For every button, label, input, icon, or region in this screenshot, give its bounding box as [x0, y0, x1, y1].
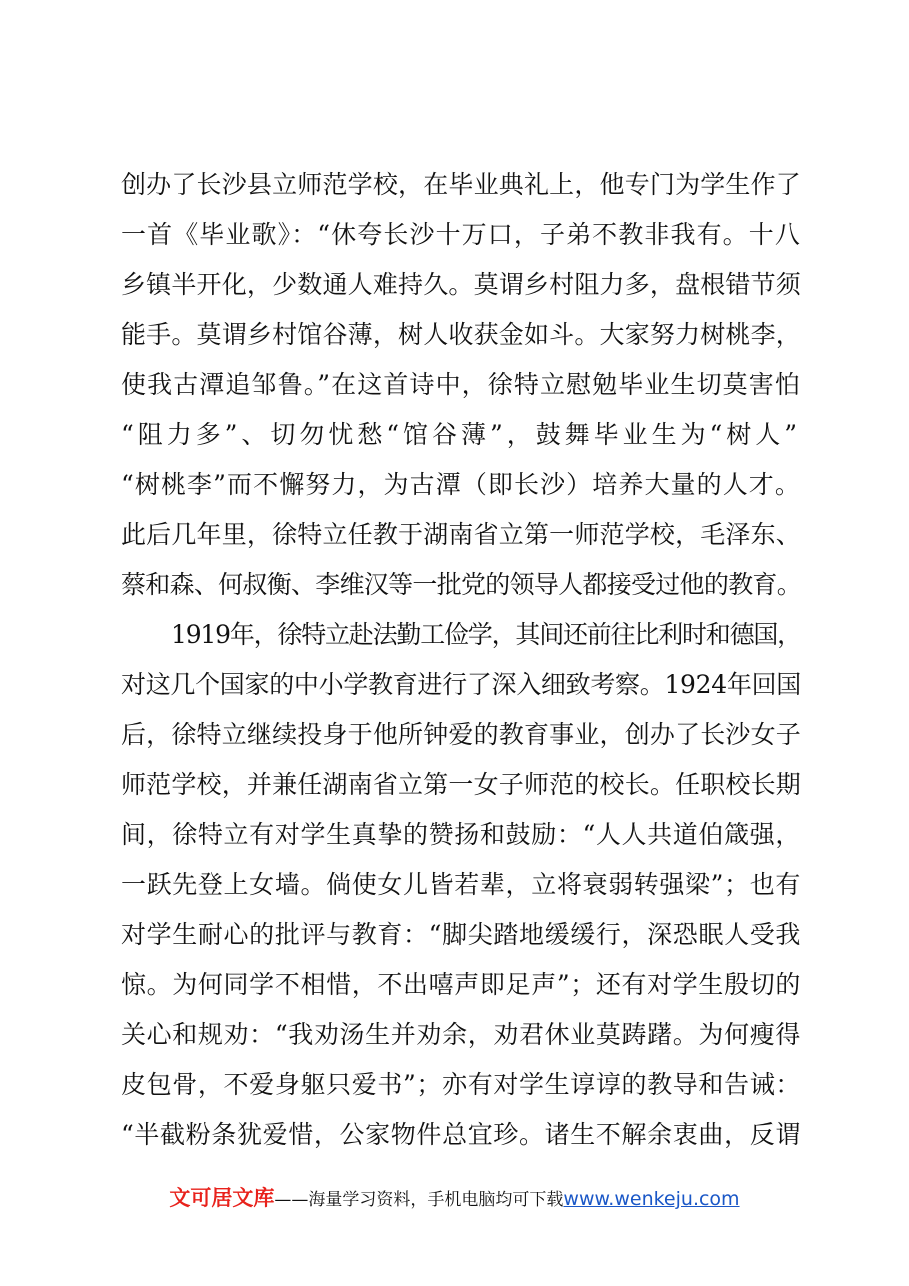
- text-line: 乡镇半开化，少数通人难持久。莫谓乡村阻力多，盘根错节须: [121, 270, 801, 299]
- text-line: 一首《毕业歌》：“休夸长沙十万口，子弟不教非我有。十八: [121, 220, 801, 249]
- text-line: 此后几年里，徐特立任教于湖南省立第一师范学校，毛泽东、: [121, 520, 801, 549]
- text-line: 对这几个国家的中小学教育进行了深入细致考察。1924年回国: [121, 670, 801, 699]
- text-line: 惊。为何同学不相惜，不出嘻声即足声”；还有对学生殷切的: [121, 970, 801, 999]
- text-line: “树桃李”而不懈努力，为古潭（即长沙）培养大量的人才。: [121, 470, 801, 499]
- text-line: 创办了长沙县立师范学校，在毕业典礼上，他专门为学生作了: [121, 170, 801, 199]
- text-line: 使我古潭追邹鲁。”在这首诗中，徐特立慰勉毕业生切莫害怕: [121, 370, 801, 399]
- text-line: 关心和规劝：“我劝汤生并劝余，劝君休业莫踌躇。为何瘦得: [121, 1020, 801, 1049]
- body-text: [121, 160, 801, 1160]
- text-line: 间，徐特立有对学生真挚的赞扬和鼓励：“人人共道伯箴强，: [121, 820, 801, 849]
- footer-site-link[interactable]: www.wenkeju.com: [563, 1188, 740, 1210]
- text-line: 后，徐特立继续投身于他所钟爱的教育事业，创办了长沙女子: [121, 720, 801, 749]
- text-line: “阻力多”、切勿忧愁“馆谷薄”，鼓舞毕业生为“树人”: [121, 420, 801, 449]
- text-line: 师范学校，并兼任湖南省立第一女子师范的校长。任职校长期: [121, 770, 801, 799]
- paragraph-start-line: 1919年，徐特立赴法勤工俭学，其间还前往比利时和德国，: [171, 620, 801, 649]
- text-line: 蔡和森、何叔衡、李维汉等一批党的领导人都接受过他的教育。: [121, 570, 801, 599]
- text-line: “半截粉条犹爱惜，公家物件总宜珍。诸生不解余衷曲，反谓: [121, 1120, 801, 1149]
- text-line: 对学生耐心的批评与教育：“脚尖踏地缓缓行，深恐眠人受我: [121, 920, 801, 949]
- footer-banner: [0, 1182, 909, 1212]
- footer-tagline: ——海量学习资料，手机电脑均可下载: [274, 1190, 564, 1210]
- text-line: 皮包骨，不爱身躯只爱书”；亦有对学生谆谆的教导和告诫：: [121, 1070, 801, 1099]
- text-line: 能手。莫谓乡村馆谷薄，树人收获金如斗。大家努力树桃李，: [121, 320, 801, 349]
- text-line: 一跃先登上女墙。倘使女儿皆若辈，立将衰弱转强梁”；也有: [121, 870, 801, 899]
- footer-brand: 文可居文库: [169, 1186, 275, 1210]
